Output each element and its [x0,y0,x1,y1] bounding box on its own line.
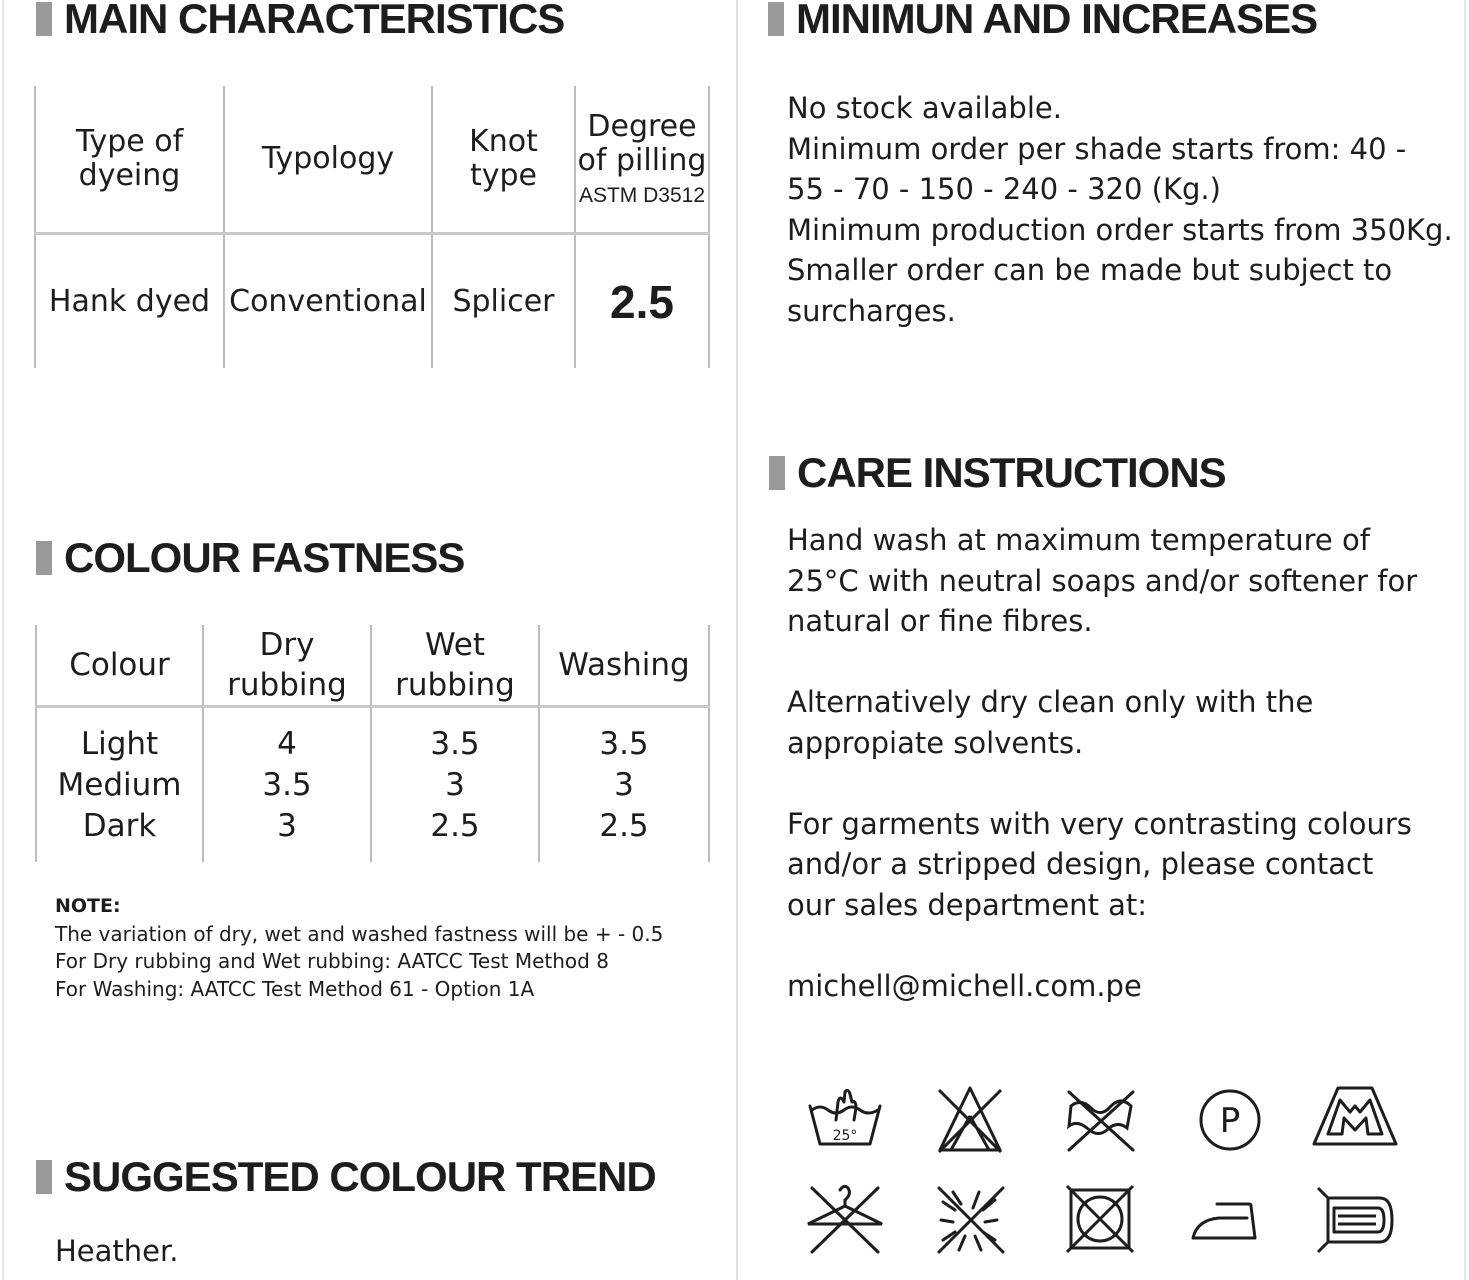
do-not-tumble-dry-icon [1055,1080,1145,1160]
cell-dry-light: 4 [277,725,297,762]
column-divider [736,0,738,1280]
paragraph-gap [787,925,1417,966]
heading-marker [768,2,784,36]
cell-washing-medium: 3 [614,766,634,803]
suggested-colour-trend-heading [36,1153,656,1200]
colour-column [36,707,203,863]
note-line: For Dry rubbing and Wet rubbing: AATCC Test Method 8 [55,949,609,973]
care-instructions-title: CARE INSTRUCTIONS [797,449,1226,496]
text-line: Alternatively dry clean only with the [787,685,1314,719]
note-line: For Washing: AATCC Test Method 61 - Option 1A [55,976,535,1001]
dry-clean-p-icon [1185,1080,1275,1160]
cell-wet-dark: 2.5 [430,807,480,844]
value-knot-type: Splicer [432,234,575,369]
fastness-note [55,893,663,1003]
colour-fastness-heading [36,534,465,581]
header-degree-of-pilling [575,86,709,234]
minimum-and-increases-heading [768,0,1318,42]
cell-wet-light: 3.5 [430,725,480,762]
text-line: No stock available. [787,91,1062,125]
header-dry-rubbing: Dry rubbing [203,625,371,707]
dry-in-shade-icon [1310,1180,1400,1260]
header-knot-type: Knot type [432,86,575,234]
value-type-of-dyeing: Hank dyed [35,234,224,369]
wash-temperature-label: 25° [832,1128,858,1144]
minimum-and-increases-title: MINIMUN AND INCREASES [796,0,1318,42]
colour-fastness-title: COLOUR FASTNESS [64,534,465,581]
text-line: For garments with very contrasting colours [787,806,1412,841]
value-typology: Conventional [224,234,432,369]
text-line: appropiate solvents. [787,725,1084,760]
iron-low-icon [1185,1180,1275,1260]
paragraph-gap [787,642,1417,683]
text-line: Hand wash at maximum temperature of [787,523,1370,557]
header-type-of-dyeing: Type of dyeing [35,86,224,234]
header-typology: Typology [224,86,432,234]
text-line: surcharges. [787,293,956,328]
colour-fastness-table [35,625,710,862]
value-degree-of-pilling: 2.5 [575,234,709,369]
text-line: Smaller order can be made but subject to [787,253,1393,287]
text-line: and/or a stripped design, please contact [787,847,1374,881]
text-line: 25°C with neutral soaps and/or softener for [787,563,1418,598]
cell-colour-medium: Medium [57,766,182,803]
header-washing: Washing [539,625,709,707]
note-line: The variation of dry, wet and washed fastness will be + - 0.5 [55,921,664,946]
text-line: Minimum order per shade starts from: 40 - [787,131,1407,166]
cell-wet-medium: 3 [445,766,465,803]
cell-colour-dark: Dark [82,807,157,844]
care-instructions-text [787,520,1417,1006]
pilling-label: Degree of pilling [577,109,707,178]
heading-marker [36,1160,52,1194]
do-not-hang-dry-icon [800,1180,890,1260]
suggested-colour-trend-text: Heather. [55,1234,179,1268]
do-not-dry-clean-icon [1055,1180,1145,1260]
minimum-and-increases-text [787,88,1453,331]
care-instructions-heading [769,449,1226,496]
main-characteristics-heading [36,0,565,42]
dry-clean-letter: P [1219,1101,1241,1141]
contact-email: michell@michell.com.pe [787,968,1142,1003]
suggested-colour-trend-title: SUGGESTED COLOUR TREND [64,1153,656,1200]
text-line: 55 - 70 - 150 - 240 - 320 (Kg.) [787,172,1221,206]
dry-flat-icon [1310,1080,1400,1160]
hand-wash-icon [800,1080,890,1160]
pilling-standard: ASTM D3512 [578,184,706,207]
washing-column [539,707,709,863]
dry-rubbing-column [203,707,371,863]
cell-washing-light: 3.5 [599,725,649,762]
text-line: natural or fine fibres. [787,604,1093,638]
page-edge-right [1464,0,1466,1280]
heading-marker [36,541,52,575]
cell-dry-dark: 3 [277,807,297,844]
header-colour: Colour [36,625,203,707]
header-wet-rubbing: Wet rubbing [371,625,539,707]
cell-dry-medium: 3.5 [262,766,312,803]
paragraph-gap [787,763,1417,804]
do-not-wring-icon [925,1180,1015,1260]
heading-marker [769,456,785,490]
text-line: our sales department at: [787,887,1148,922]
wet-rubbing-column [371,707,539,863]
note-label: NOTE: [55,895,121,917]
cell-colour-light: Light [80,725,159,762]
do-not-bleach-icon [925,1080,1015,1160]
text-line: Minimum production order starts from 350Kg. [787,212,1453,247]
heading-marker [36,2,52,36]
page-edge-left [2,0,4,1280]
cell-washing-dark: 2.5 [599,807,649,844]
main-characteristics-table [34,86,710,368]
main-characteristics-title: MAIN CHARACTERISTICS [64,0,565,42]
